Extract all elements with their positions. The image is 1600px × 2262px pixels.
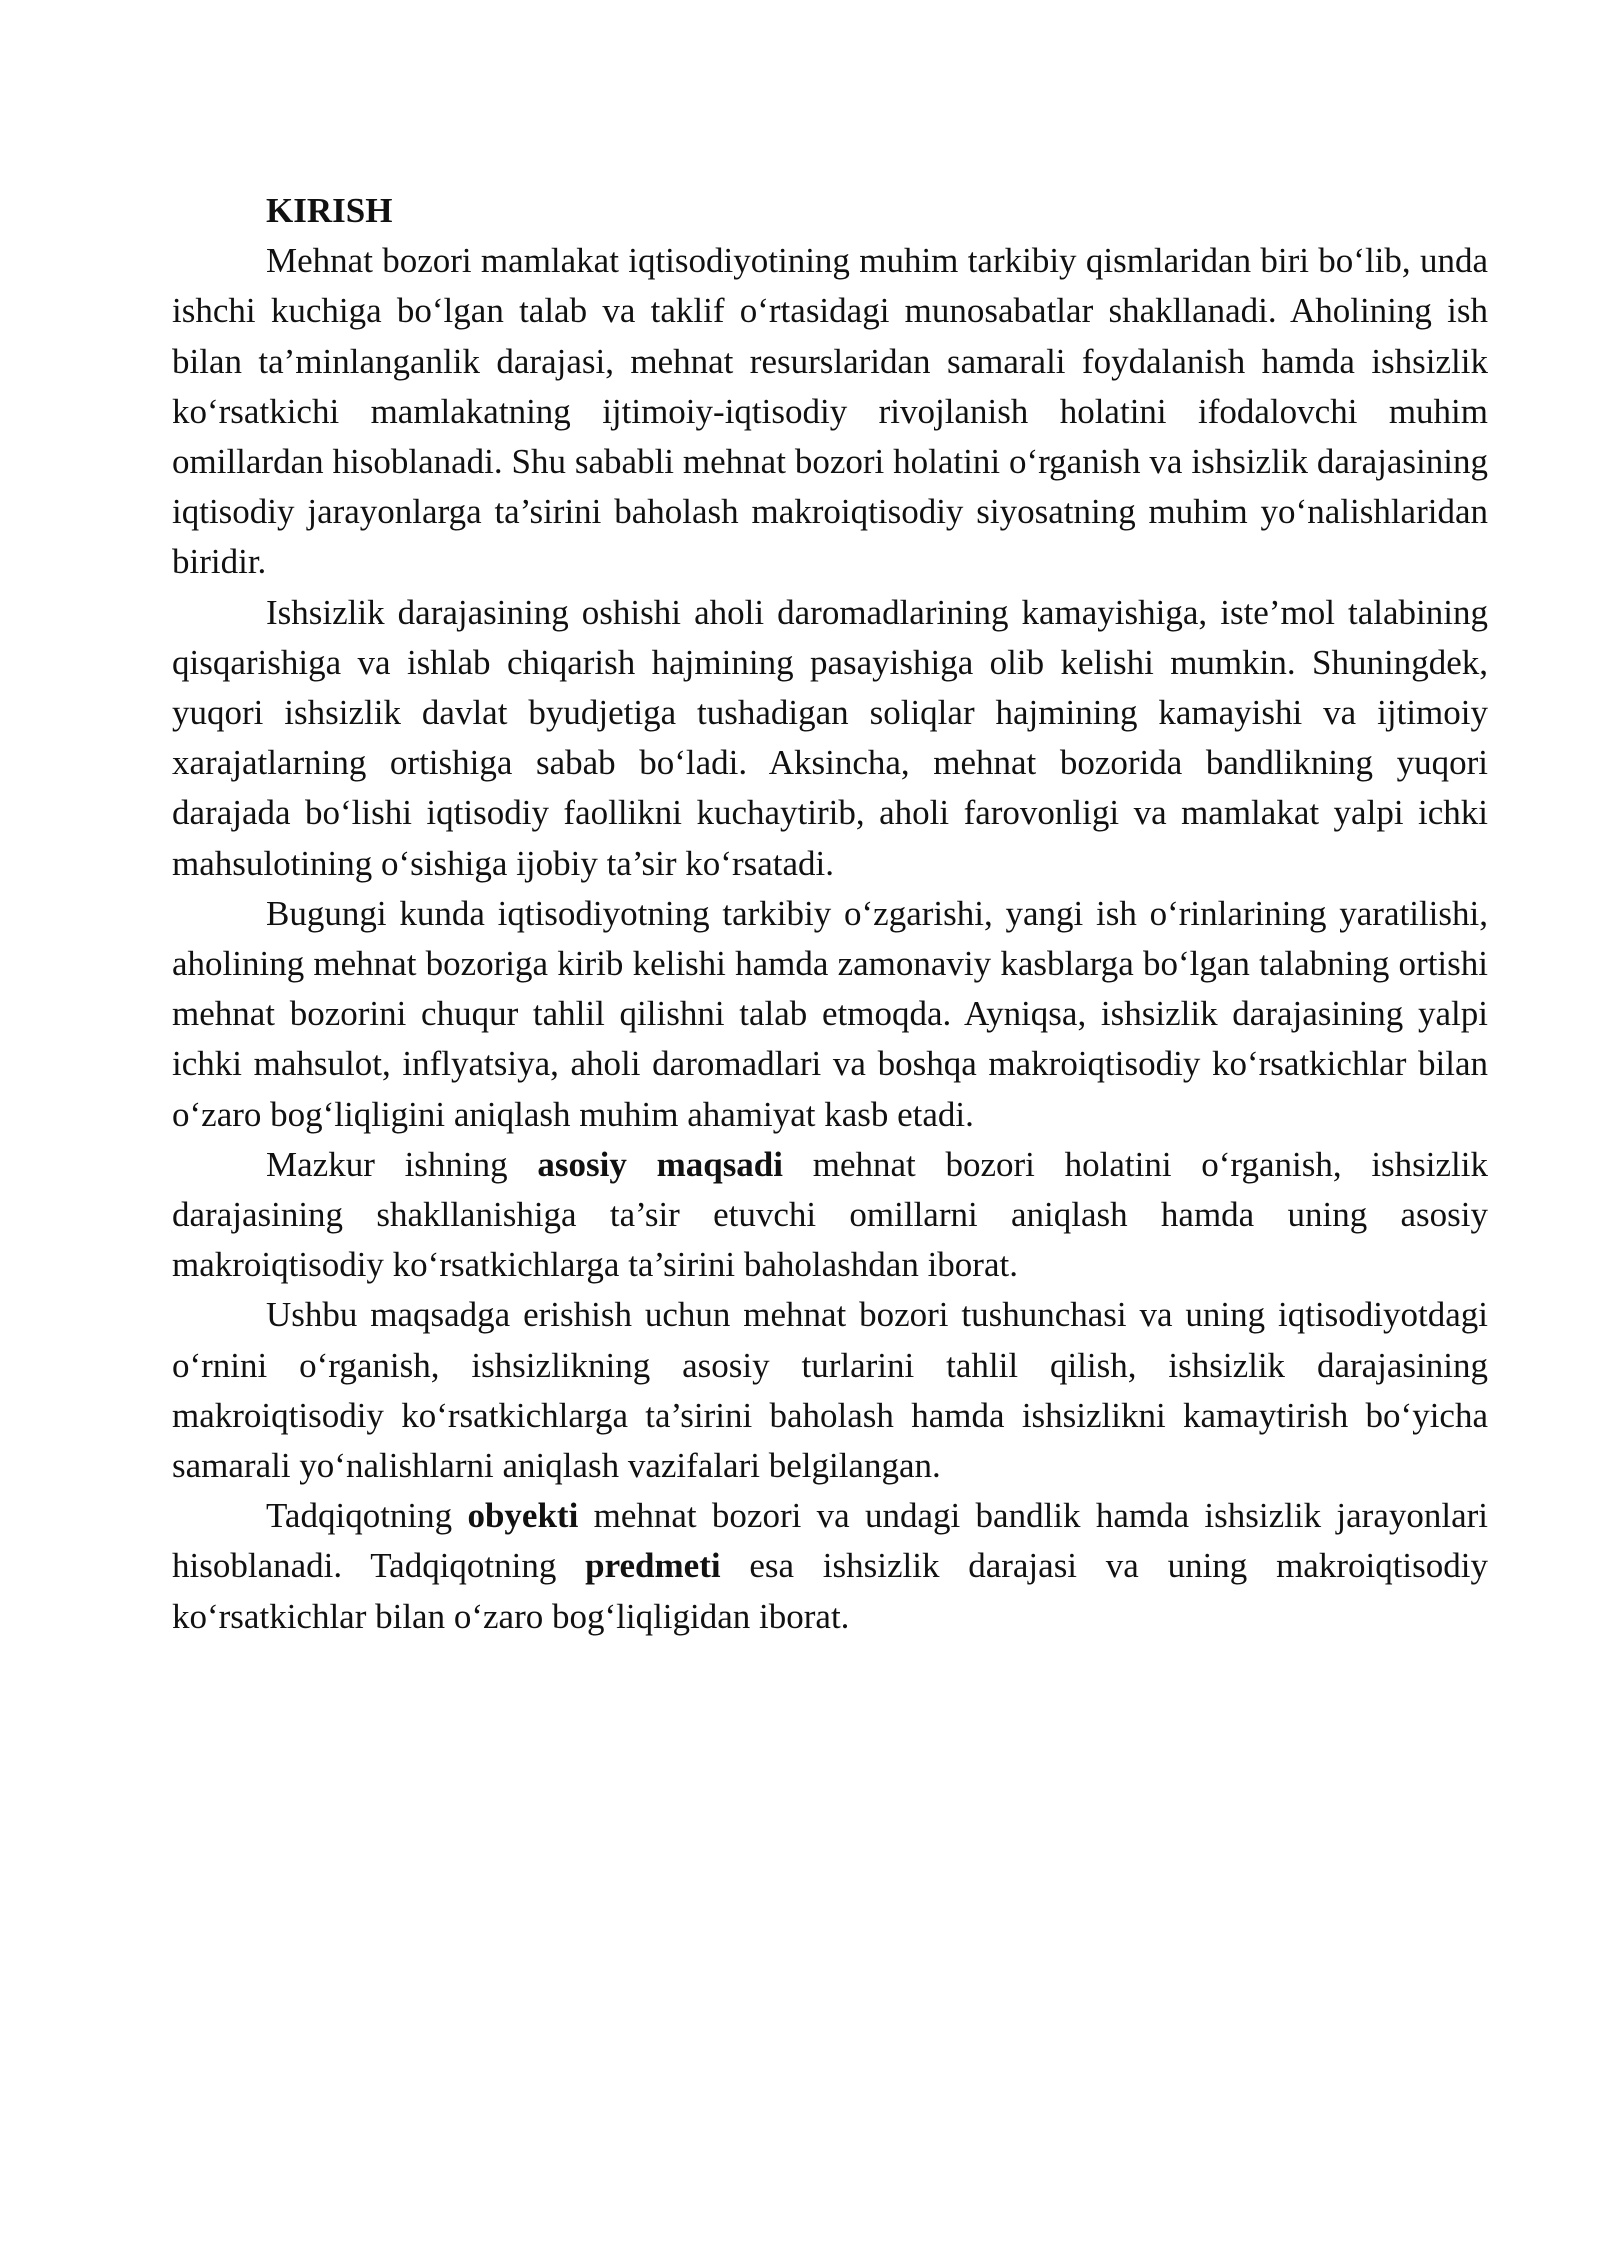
document-page [172,186,1488,1642]
paragraph-4-text-end: mehnat bozori holatini o‘rganish, ishsizlik darajasining shakllanishiga ta’sir etuvchi omillarni aniqlash hamda uning asosiy makroiqtisodiy ko‘rsatkichlarga ta’sirini baholashdan iborat. [172,1144,1488,1285]
paragraph-6-text-start: Tadqiqotning [266,1496,468,1536]
paragraph-4-bold-term: asosiy maqsadi [537,1144,783,1184]
paragraph-5: Ushbu maqsadga erishish uchun mehnat bozori tushunchasi va uning iqtisodiyotdagi o‘rnini o‘rganish, ishsizlikning asosiy turlarini tahlil qilish, ishsizlik darajasining makroiqtisodiy ko‘rsatkichlarga ta’sirini baholash hamda ishsizlikni kamaytirish bo‘yicha samarali yo‘nalishlarni aniqlash vazifalari belgilangan. [172,1295,1488,1486]
paragraph-6-text-end: esa ishsizlik darajasi va uning makroiqtisodiy ko‘rsatkichlar bilan o‘zaro bog‘liqligidan iborat. [172,1546,1488,1636]
paragraph-6 [172,1491,1488,1642]
paragraph-4 [172,1140,1488,1291]
paragraph-2: Ishsizlik darajasining oshishi aholi daromadlarining kamayishiga, iste’mol talabining qisqarishiga va ishlab chiqarish hajmining pasayishiga olib kelishi mumkin. Shuningdek, yuqori ishsizlik davlat byudjetiga tushadigan soliqlar hajmining kamayishi va ijtimoiy xarajatlarning ortishiga sabab bo‘ladi. Aksincha, mehnat bozorida bandlikning yuqori darajada bo‘lishi iqtisodiy faollikni kuchaytirib, aholi farovonligi va mamlakat yalpi ichki mahsulotining o‘sishiga ijobiy ta’sir ko‘rsatadi. [172,592,1488,883]
paragraph-6-text-middle: mehnat bozori va undagi bandlik hamda ishsizlik jarayonlari hisoblanadi. Tadqiqotning [172,1496,1488,1586]
paragraph-3: Bugungi kunda iqtisodiyotning tarkibiy o‘zgarishi, yangi ish o‘rinlarining yaratilishi, aholining mehnat bozoriga kirib kelishi hamda zamonaviy kasblarga bo‘lgan talabning ortishi mehnat bozorini chuqur tahlil qilishni talab etmoqda. Ayniqsa, ishsizlik darajasining yalpi ichki mahsulot, inflyatsiya, aholi daromadlari va boshqa makroiqtisodiy ko‘rsatkichlar bilan o‘zaro bog‘liqligini aniqlash muhim ahamiyat kasb etadi. [172,893,1488,1134]
paragraph-1: Mehnat bozori mamlakat iqtisodiyotining muhim tarkibiy qismlaridan biri bo‘lib, unda ishchi kuchiga bo‘lgan talab va taklif o‘rtasidagi munosabatlar shakllanadi. Aholining ish bilan ta’minlanganlik darajasi, mehnat resurslaridan samarali foydalanish hamda ishsizlik ko‘rsatkichi mamlakatning ijtimoiy-iqtisodiy rivojlanish holatini ifodalovchi muhim omillardan hisoblanadi. Shu sababli mehnat bozori holatini o‘rganish va ishsizlik darajasining iqtisodiy jarayonlarga ta’sirini baholash makroiqtisodiy siyosatning muhim yo‘nalishlaridan biridir. [172,241,1488,582]
paragraph-4-text-start: Mazkur ishning [266,1144,538,1184]
section-heading: KIRISH [266,191,393,230]
paragraph-6-bold-term-1: obyekti [467,1496,579,1536]
paragraph-6-bold-term-2: predmeti [585,1546,721,1586]
